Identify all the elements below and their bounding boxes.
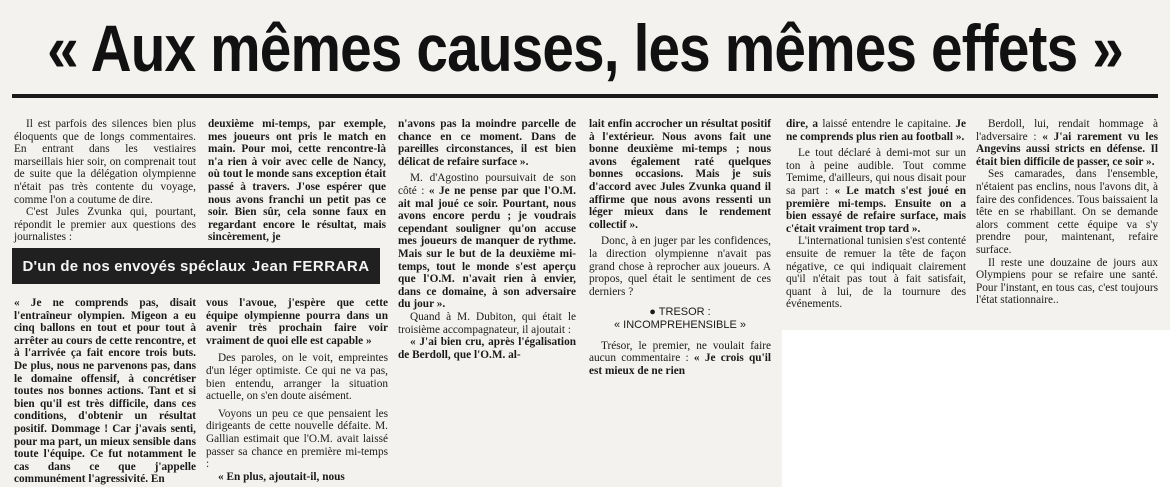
- col4-quote: lait enfin accrocher un résultat positif à l'extérieur. Nous avons fait une bonne deuxième mi-temps ; nous avons également raté quelques bonnes occasions. Mais je suis d'accord avec Jules Zvunka quand il affirme que nous avons ressenti un léger mieux dans le rendement collectif ».: [589, 118, 771, 231]
- col3-dubiton: Quand à M. Dubiton, qui était le troisième accompagnateur, il ajoutait :: [398, 310, 576, 336]
- col3-quote-end: n'avons pas la moindre parcelle de chance en ce moment. Dans de pareilles circonstances, il est bien délicat de refaire surface ».: [398, 118, 576, 168]
- tresor-quote-final: Je ne comprends plus rien au football ».: [786, 118, 966, 143]
- col5-tresor-end: [786, 118, 966, 143]
- headline-rule: [12, 94, 1158, 98]
- gallian-quote-start: « En plus, ajoutait-il,: [218, 470, 320, 483]
- zvunka-quote-end: vous l'avoue, j'espère que cette équipe olympienne pourra dans un avenir très prochain faire voir vraiment de quoi elle est capable »: [206, 297, 388, 347]
- intro-zvunka-quote: deuxième mi-temps, par exemple, mes joueurs ont pris le match en main. Pour moi, cette rencontre-là n'a rien à voir avec celle de Nancy, où tout le monde sans exception était passé à travers. J'ose espérer que nous avons franchi un petit pas ce soir. Bien sûr, cela sonne faux en regardant encore le résultat, mais sincèrement, je: [208, 118, 386, 244]
- gallian-quote: [206, 471, 388, 484]
- col4-tresor: [589, 340, 771, 378]
- paragraph-dirigeants: Voyons un peu ce que pensaient les dirigeants de cette nouvelle défaite. M. Gallian estimait que l'O.M. avait laissé passer sa chance en première mi-temps :: [206, 407, 388, 471]
- headline: « Aux mêmes causes, les mêmes effets »: [47, 11, 1123, 85]
- column-4: [589, 118, 771, 480]
- berdoll-quote: « J'ai rarement vu les Angevins aussi stricts en défense. Il était bien difficile de passer, ce soir ».: [976, 130, 1158, 168]
- intro-column-2: [208, 118, 386, 242]
- col3-dagostino: [398, 172, 576, 311]
- subhead-bullet-line: [589, 306, 771, 319]
- tresor-attribution: laissé entendre le capitaine.: [822, 118, 952, 130]
- subhead-quote: « INCOMPREHENSIBLE »: [613, 318, 747, 331]
- subhead-name: TRESOR :: [658, 306, 711, 319]
- subhead-tresor: [589, 306, 771, 331]
- byline-text: D'un de nos envoyés spéclaux: [22, 257, 246, 275]
- col6-camarades: Ses camarades, dans l'ensemble, n'étaient pas enclins, nous l'avons dit, à faire des confidences. Tous baissaient la tête en se rhabillant. On se demande alors comment cette équipe va s'y prendre pour, maintenant, refaire surface.: [976, 168, 1158, 256]
- tresor-intro: Trésor, le premier, ne voulait faire aucun commentaire :: [589, 339, 771, 365]
- berdoll-intro: Berdoll, lui, rendait hommage à l'adversaire :: [976, 118, 1158, 143]
- col6-berdoll: [976, 118, 1158, 168]
- col4-paragraph: Donc, à en juger par les confidences, la direction olympienne n'avait pas grand chose à reprocher aux joueurs. A propos, quel était le sentiment de ces derniers ?: [589, 235, 771, 298]
- col5-temime: [786, 147, 966, 235]
- column-3: [398, 118, 576, 480]
- column-5: [786, 118, 966, 311]
- paragraph-optimism: Des paroles, on le voit, empreintes d'un léger optimiste. Ce qui ne va pas, bien entendu, arranger la situation actuelle, on s'en doute aisément.: [206, 352, 388, 403]
- col6-conclusion: Il reste une douzaine de jours aux Olympiens pour se refaire une santé. Pour l'instant, en tous cas, c'est toujours l'état stationnaire..: [976, 256, 1158, 307]
- intro-column-1: [14, 118, 196, 244]
- gallian-quote-cont: nous: [322, 470, 345, 483]
- dagostino-quote: « Je ne pense par que l'O.M. ait mal joué ce soir. Pourtant, nous avons encore perdu ; je voudrais cependant souligner qu'on accuse mes joueurs de manquer de rythme. Mais sur le but de la deuxième mi-temps, tout le monde s'est aperçu que l'O.M. n'avait rien à envier, dans ce domaine, à son adversaire du jour ».: [398, 184, 576, 311]
- intro-paragraph-2: C'est Jules Zvunka qui, pourtant, répondit le premier aux questions des journalistes :: [14, 206, 196, 244]
- zvunka-quote: « Je ne comprends pas, disait l'entraîneur olympien. Migeon a eu cinq ballons en tout et pour tout à arrêter au cours de cette rencontre, et à l'arrivée ça fait encore trois buts. De plus, nous ne parvenons pas, dans le domaine offensif, à concrétiser toutes nos bonnes actions. Tant et si bien qu'il est très difficile, dans ces conditions, d'obtenir un résultat positif. Dommage ! Car j'avais senti, pour ma part, un mieux sensible dans toute l'équipe. Ce fut notamment le cas dans ce que j'appelle communément l'agressivité. En: [14, 297, 196, 486]
- left-column-1: [14, 297, 196, 486]
- bullet-icon: ●: [649, 306, 656, 319]
- temime-quote: « Le match s'est joué en première mi-temps. Ensuite on a bien essayé de refaire surface, mais c'était vraiment trop tard ».: [786, 184, 966, 235]
- column-6: [976, 118, 1158, 307]
- left-column-2: [206, 297, 388, 483]
- dagostino-intro: M. d'Agostino poursuivait de son côté :: [398, 172, 576, 197]
- intro-paragraph-1: Il est parfois des silences bien plus éloquents que de longs commentaires. En entrant dans les vestiaires marseillais hier soir, on comprenait tout de suite que la délégation olympienne n'était pas très contente du voyage, comme l'on a coutume de dire.: [14, 118, 196, 206]
- byline-banner: [12, 248, 380, 284]
- byline-author: Jean FERRARA: [251, 257, 370, 275]
- dubiton-quote: « J'ai bien cru, après l'égalisation de Berdoll, que l'O.M. al-: [398, 336, 576, 361]
- col5-tunisien: L'international tunisien s'est contenté ensuite de remuer la tête de façon négative, ce qui indiquait clairement qu'il n'était pas tout à fait satisfait, quant à lui, de la tournure des événements.: [786, 235, 966, 311]
- tresor-quote: « Je crois qu'il est mieux de ne rien: [589, 352, 772, 377]
- temime-intro: Le tout déclaré à demi-mot sur un ton à peine audible. Tout comme Temime, d'ailleurs, qui nous disait pour sa part :: [786, 147, 966, 197]
- tresor-quote-end: dire, a: [786, 118, 819, 130]
